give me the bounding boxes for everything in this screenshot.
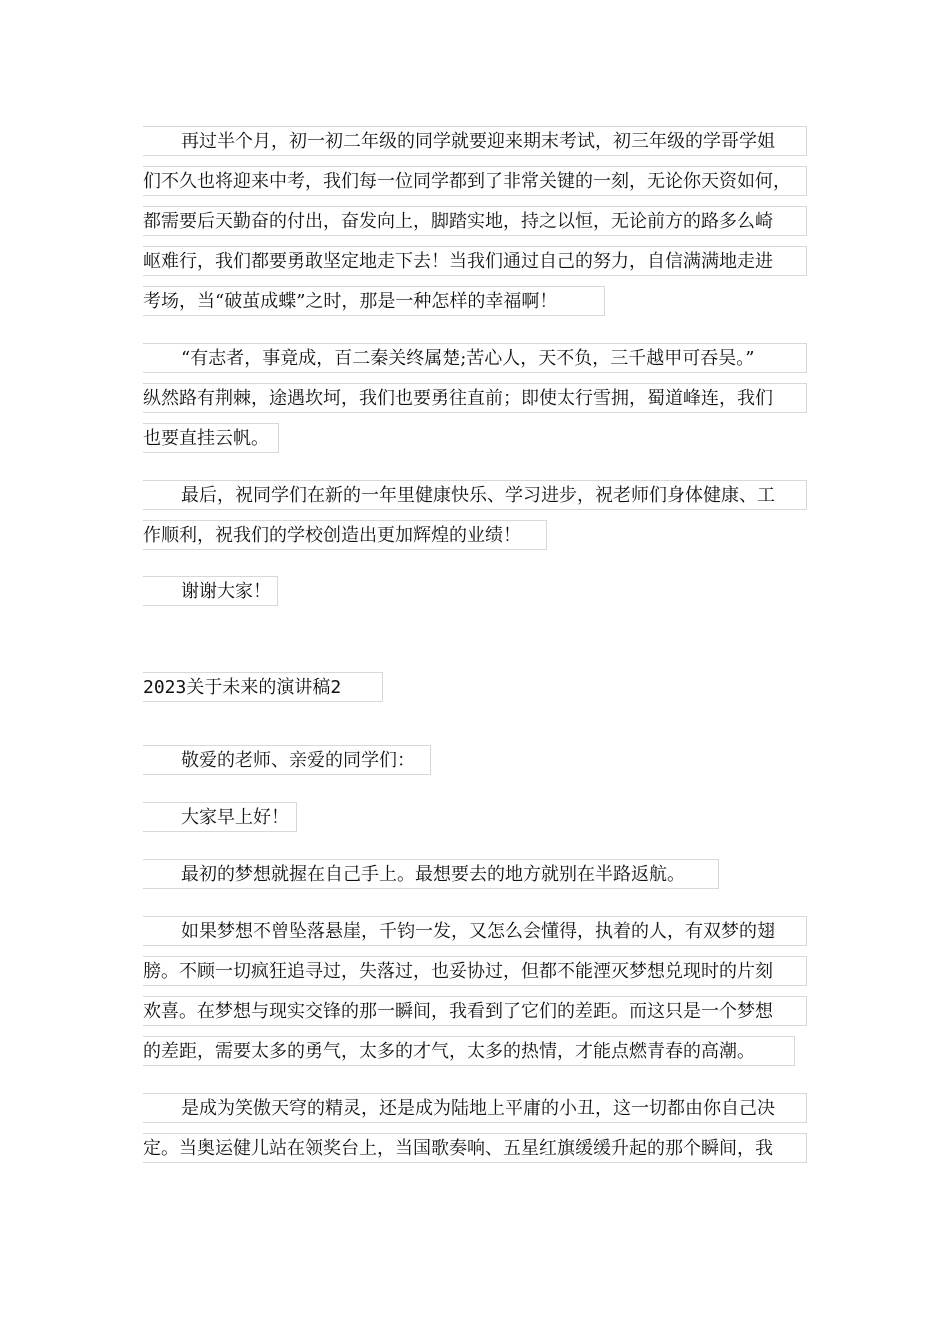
paragraph-line: 作顺利，祝我们的学校创造出更加辉煌的业绩！ [143,520,547,550]
paragraph-line: 大家早上好！ [143,802,297,832]
paragraph-line: 如果梦想不曾坠落悬崖，千钧一发，又怎么会懂得，执着的人，有双梦的翅 [143,916,807,946]
paragraph-line: 纵然路有荆棘，途遇坎坷，我们也要勇往直前；即使太行雪拥，蜀道峰连，我们 [143,383,807,413]
paragraph-line: 最后，祝同学们在新的一年里健康快乐、学习进步，祝老师们身体健康、工 [143,480,807,510]
paragraph-line: 最初的梦想就握在自己手上。最想要去的地方就别在半路返航。 [143,859,719,889]
paragraph-line: 也要直挂云帆。 [143,423,279,453]
paragraph-line: 岖难行，我们都要勇敢坚定地走下去！当我们通过自己的努力，自信满满地走进 [143,246,807,276]
paragraph-line: 敬爱的老师、亲爱的同学们： [143,745,431,775]
paragraph-line: 都需要后天勤奋的付出，奋发向上，脚踏实地，持之以恒，无论前方的路多么崎 [143,206,807,236]
paragraph-line: 欢喜。在梦想与现实交锋的那一瞬间，我看到了它们的差距。而这只是一个梦想 [143,996,807,1026]
paragraph-line: 谢谢大家！ [143,576,278,606]
section-heading: 2023关于未来的演讲稿2 [143,672,383,702]
paragraph-line: 再过半个月，初一初二年级的同学就要迎来期末考试，初三年级的学哥学姐 [143,126,807,156]
paragraph-line: 们不久也将迎来中考，我们每一位同学都到了非常关键的一刻，无论你天资如何， [143,166,807,196]
paragraph-line: 定。当奥运健儿站在领奖台上，当国歌奏响、五星红旗缓缓升起的那个瞬间，我 [143,1133,807,1163]
paragraph-line: 膀。不顾一切疯狂追寻过，失落过，也妥协过，但都不能湮灭梦想兑现时的片刻 [143,956,807,986]
paragraph-line: 是成为笑傲天穹的精灵，还是成为陆地上平庸的小丑，这一切都由你自己决 [143,1093,807,1123]
paragraph-line: 的差距，需要太多的勇气，太多的才气，太多的热情，才能点燃青春的高潮。 [143,1036,795,1066]
paragraph-line: “有志者，事竟成，百二秦关终属楚;苦心人，天不负，三千越甲可吞吴。” [143,343,807,373]
paragraph-line: 考场，当“破茧成蝶”之时，那是一种怎样的幸福啊！ [143,286,605,316]
